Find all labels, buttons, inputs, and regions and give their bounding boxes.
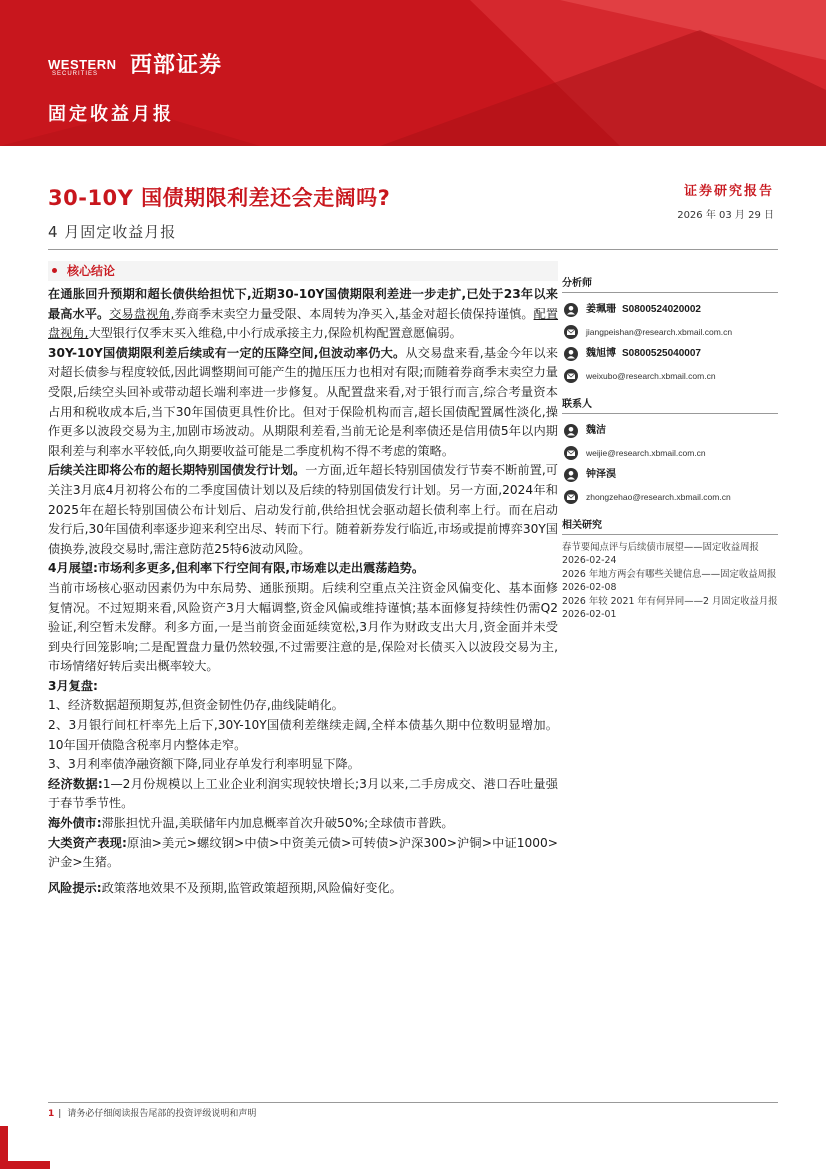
- email-icon: [564, 369, 578, 383]
- footer: [48, 1106, 256, 1119]
- page-title: 30-10Y 国债期限利差还会走阔吗?: [48, 186, 391, 210]
- p5-lead: 3月复盘:: [48, 678, 98, 693]
- contact-1: [562, 420, 778, 442]
- p8-lead: 大类资产表现:: [48, 835, 127, 850]
- related-item[interactable]: 2026 年较 2021 年有何异同——2 月固定收益月报 2026-02-01: [562, 596, 778, 620]
- analyst-1-name: 姜珮珊: [586, 304, 616, 315]
- related-item[interactable]: 春节要闻点评与后续债市展望——固定收益周报 2026-02-24: [562, 542, 759, 566]
- footer-disclaimer: 请务必仔细阅读报告尾部的投资评级说明和声明: [67, 1109, 257, 1119]
- body-column: [48, 285, 558, 898]
- contact-1-email[interactable]: weijie@research.xbmail.com.cn: [586, 448, 706, 458]
- analyst-2-name: 魏旭博: [586, 348, 616, 359]
- spacer: [562, 508, 778, 516]
- p9-lead: 风险提示:: [48, 880, 102, 895]
- email-icon: [564, 490, 578, 504]
- analyst-1-email[interactable]: jiangpeishan@research.xbmail.com.cn: [586, 327, 733, 337]
- contact-1-email-row: [562, 442, 778, 464]
- page-number: 1: [48, 1109, 55, 1119]
- p7-lead: 海外债市:: [48, 816, 102, 831]
- brand-logo: [48, 48, 222, 79]
- logo-en-sub: SECURITIES: [52, 70, 99, 77]
- logo-mark: [48, 51, 124, 77]
- related-heading: 相关研究: [562, 516, 778, 535]
- footer-divider: [48, 1102, 778, 1103]
- review-item-2: 2、3月银行间杠杆率先上后下,30Y-10Y国债利差继续走阔,全样本债基久期中位数明显增加。10年国开债隐含税率月内整体走窄。: [48, 718, 558, 752]
- email-icon: [564, 325, 578, 339]
- contact-2: [562, 464, 778, 486]
- paragraph-8: [48, 834, 558, 873]
- header-banner: [0, 0, 826, 146]
- corner-mark-horizontal: [0, 1161, 50, 1169]
- p1-underline-1: 交易盘视角,: [109, 306, 175, 321]
- p6-text: 1—2月份规模以上工业企业利润实现较快增长;3月以来,二手房成交、港口吞吐量强于春节季节性。: [48, 776, 558, 811]
- paragraph-3: [48, 461, 558, 559]
- person-icon: [564, 347, 578, 361]
- p1-text-1: 券商季末卖空力量受限、本周转为净买入,基金对超长债保持谨慎。: [174, 306, 534, 321]
- paragraph-6: [48, 775, 558, 814]
- p2-text: 从交易盘来看,基金今年以来对超长债参与程度较低,因此调整期间可能产生的抛压压力也相对有限;而随着券商季末卖空力量受限,后续空头回补或带动超长端利率进一步修复。从配置盘来看,对于银行而言,综合考量资本占用和税收成本后,当下30年国债更具性价比。但对于保险机构而言,超长国债配置属性淡化,操作更多以波段交易为主,加剧市场波动。从期限利差看,当前无论是利率债还是信用债5年以内期限利差与利率水平较低,向久期要收益可能是二季度机构不得不考虑的策略。: [48, 345, 558, 458]
- analyst-2-email[interactable]: weixubo@research.xbmail.com.cn: [586, 371, 716, 381]
- p3-text: 一方面,近年超长特别国债发行节奏不断前置,可关注3月底4月初将公布的二季度国债计划以及后续的特别国债发行计划。另一方面,2024年和2025年在超长特别国债公布计划后、启动发行前,供给担忧会驱动超长债利率上行。而在启动发行后,30年国债利率逐步迎来利空出尽、转而下行。随着新券发行临近,市场或提前博弈30Y国债换券,波段交易时,需注意防范25特6波动风险。: [48, 463, 558, 556]
- spacer: [562, 387, 778, 395]
- review-item-1: 1、经济数据超预期复苏,但资金韧性仍存,曲线陡峭化。: [48, 698, 344, 713]
- p4-lead: 4月展望:市场利多更多,但利率下行空间有限,市场难以走出震荡趋势。: [48, 561, 425, 576]
- paragraph-1: [48, 285, 558, 344]
- bullet-icon: [52, 268, 57, 273]
- page-subtitle: 4 月固定收益月报: [48, 223, 177, 241]
- analyst-2: [562, 343, 778, 365]
- analyst-1-email-row: [562, 321, 778, 343]
- paragraph-9: [48, 879, 558, 899]
- logo-cn: 西部证券: [130, 53, 223, 78]
- footer-separator: |: [58, 1109, 62, 1119]
- person-icon: [564, 303, 578, 317]
- paragraph-2: [48, 344, 558, 462]
- analyst-2-email-row: [562, 365, 778, 387]
- p1-underline-2: 配置盘视角,: [48, 306, 559, 341]
- logo-en: WESTERN: [48, 56, 117, 72]
- contact-heading: 联系人: [562, 395, 778, 414]
- p3-lead: 后续关注即将公布的超长期特别国债发行计划。: [48, 463, 306, 478]
- analyst-heading: 分析师: [562, 274, 778, 293]
- p6-lead: 经济数据:: [48, 776, 103, 791]
- section-core-conclusion: [48, 261, 558, 281]
- paragraph-4-body: [48, 579, 558, 677]
- paragraph-5: [48, 677, 558, 697]
- p7-text: 滞胀担忧升温,美联储年内加息概率首次升破50%;全球债市普跌。: [101, 816, 454, 831]
- p1-lead: 在通胀回升预期和超长债供给担忧下,近期30-10Y国债期限利差进一步走扩,已处于23年以来最高水平。: [48, 287, 558, 321]
- paragraph-7: [48, 814, 558, 834]
- contact-2-name: 钟泽淏: [586, 469, 616, 480]
- person-icon: [564, 468, 578, 482]
- contact-2-email-row: [562, 486, 778, 508]
- section-head-label: 核心结论: [67, 264, 116, 278]
- person-icon: [564, 424, 578, 438]
- analyst-1-cert: S0800524020002: [622, 304, 701, 315]
- analyst-2-cert: S0800525040007: [622, 348, 701, 359]
- paragraph-4: [48, 559, 558, 579]
- email-icon: [564, 446, 578, 460]
- p4-text: 当前市场核心驱动因素仍为中东局势、通胀预期。后续利空重点关注资金风偏变化、基本面修复情况。不过短期来看,风险资产3月大幅调整,资金风偏或维持谨慎;基本面修复持续性仍需Q2验证,利空暂未发酵。利多方面,一是当前资金面延续宽松,3月作为财政支出大月,资金面并未受到央行回笼影响;二是配置盘力量仍然较强,不过需要注意的是,保险对长债买入以波段交易为主,市场情绪好转后卖出概率较大。: [48, 580, 558, 674]
- p8-text: 原油>美元>螺纹钢>中债>中资美元债>可转债>沪深300>沪铜>中证1000>沪金>生猪。: [48, 835, 559, 870]
- contact-1-name: 魏洁: [586, 425, 606, 436]
- title-divider: [48, 249, 778, 250]
- contact-2-email[interactable]: zhongzehao@research.xbmail.com.cn: [586, 492, 731, 502]
- p1-text-2: 大型银行仅季末买入维稳,中小行成承接主力,保险机构配置意愿偏弱。: [88, 326, 462, 341]
- review-item-3: 3、3月利率债净融资额下降,同业存单发行利率明显下降。: [48, 757, 360, 772]
- sidebar: [562, 274, 778, 622]
- p9-text: 政策落地效果不及预期,监管政策超预期,风险偏好变化。: [101, 880, 402, 895]
- related-item[interactable]: 2026 年地方两会有哪些关键信息——固定收益周报 2026-02-08: [562, 569, 777, 593]
- p2-lead: 30Y-10Y国债期限利差后续或有一定的压降空间,但波动率仍大。: [48, 345, 406, 360]
- report-date: 2026 年 03 月 29 日: [677, 210, 774, 221]
- analyst-1: [562, 299, 778, 321]
- report-type: 固定收益月报: [48, 104, 174, 125]
- report-label: 证券研究报告: [683, 184, 774, 199]
